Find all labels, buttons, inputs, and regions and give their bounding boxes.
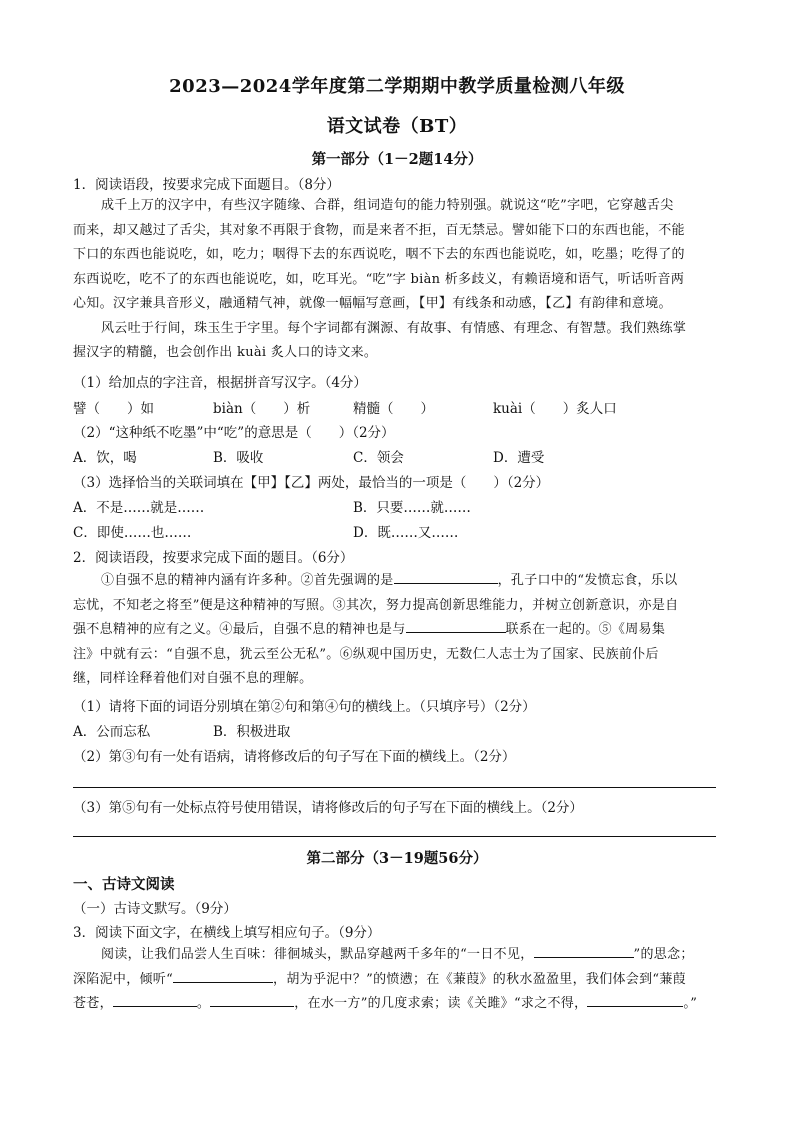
option-c[interactable]: C．即使……也…… [73,525,192,541]
passage-line: 下口的东西也能说吃，如，吃力；咽得下去的东西说吃，咽不下去的东西也能说吃，如，吃墨；吃得了的 [73,247,685,262]
passage-line: 心知。汉字兼具音形义，融通精气神，就像一幅幅写意画，【甲】有线条和动感，【乙】有韵律和意境。 [73,296,672,311]
option-a[interactable]: A．饮，喝 [73,450,137,466]
fill-item[interactable]: 精髓（ ） [353,401,434,417]
passage-text: 强不息精神的应有之义。④最后，自强不息的精神也是与 [73,622,406,637]
fill-item[interactable]: biàn（ ）析 [213,401,311,417]
q1-passage [73,194,723,366]
passage-text: 忘忧，不知老之将至”便是这种精神的写照。③其次，努力提高创新思维能力，并树立创新意识，亦是自 [73,597,679,613]
passage-text: 深陷泥中，倾听“ [73,971,174,987]
q2-sub2: （2）第③句有一处有语病，请将修改后的句子写在下面的横线上。（2分） [73,749,516,765]
passage-text: ”的思念； [633,947,694,962]
answer-blank[interactable] [113,992,197,1007]
option-a[interactable]: A．公而忘私 [73,724,151,740]
option-b[interactable]: B．只要……就…… [353,500,471,516]
q1-sub2: （2）“这种纸不吃墨”中“吃”的意思是（ ）（2分） [73,425,395,441]
q2-sub1: （1）请将下面的词语分别填在第②句和第④句的横线上。（只填序号）（2分） [73,699,536,715]
sub-section-heading: （一）古诗文默写。（9分） [73,901,237,917]
answer-blank[interactable] [587,992,683,1007]
passage-line: 握汉字的精髓，也会创作出 kuài 炙人口的诗文来。 [73,345,378,360]
option-d[interactable]: D．遭受 [493,450,545,466]
passage-text: ①自强不息的精神内涵有许多种。②首先强调的是 [101,573,394,588]
exam-subtitle: 语文试卷（BT） [326,116,468,137]
answer-blank[interactable] [406,618,506,633]
passage-text: 。 [196,996,211,1011]
option-b[interactable]: B．积极进取 [213,724,291,740]
answer-blank[interactable] [534,943,634,958]
passage-text: 联系在一起的。⑤《周易集 [505,622,666,637]
answer-line[interactable] [73,787,716,788]
q2-passage [73,569,723,692]
option-a[interactable]: A．不是……就是…… [73,500,205,516]
q2-sub3: （3）第⑤句有一处标点符号使用错误，请将修改后的句子写在下面的横线上。（2分） [73,800,583,816]
passage-line: 而来，却又越过了舌尖，其对象不再限于食物，而是来者不拒，百无禁忌。譬如能下口的东西也能，不能 [73,222,685,238]
answer-line[interactable] [73,836,716,837]
q3-stem: 3．阅读下面文字，在横线上填写相应句子。（9分） [73,925,381,941]
passage-text: 。” [683,996,698,1011]
passage-text: ，在水一方”的几度求索；读《关雎》“求之不得， [294,996,588,1011]
option-d[interactable]: D．既……又…… [353,525,459,541]
section-heading: 一、古诗文阅读 [73,876,175,893]
passage-text: 阅读，让我们品尝人生百味：徘徊城头，默品穿越两千多年的“一日不见， [101,947,534,962]
fill-item[interactable]: 譬（ ）如 [73,401,154,417]
q2-stem: 2．阅读语段，按要求完成下面的题目。（6分） [73,550,354,566]
exam-title: 2023—2024学年度第二学期期中教学质量检测八年级 [169,76,625,97]
q3-passage [73,943,723,1017]
passage-line: 成千上万的汉字中，有些汉字随缘、合群，组词造句的能力特别强。就说这“吃”字吧，它穿越舌尖 [101,198,674,213]
fill-item[interactable]: kuài（ ）炙人口 [493,401,617,417]
part1-heading: 第一部分（1－2题14分） [311,151,483,168]
option-b[interactable]: B．吸收 [213,450,264,466]
passage-text: ，孔子口中的“发愤忘食，乐以 [497,573,678,588]
passage-line: 风云吐于行间，珠玉生于字里。每个字词都有渊源、有故事、有情感、有理念、有智慧。我们熟练掌 [101,320,687,336]
part2-heading: 第二部分（3－19题56分） [306,850,488,867]
passage-text: 注》中就有云：“自强不息，犹云至公无私”。⑥纵观中国历史，无数仁人志士为了国家、民族前仆后 [73,646,659,662]
passage-text: 继，同样诠释着他们对自强不息的理解。 [73,671,313,686]
answer-blank[interactable] [394,569,498,584]
q1-sub1: （1）给加点的字注音，根据拼音写汉字。（4分） [73,375,367,391]
answer-blank[interactable] [210,992,294,1007]
passage-text: 苍苍， [73,996,113,1011]
option-c[interactable]: C．领会 [353,450,404,466]
q1-stem: 1．阅读语段，按要求完成下面题目。（8分） [73,177,340,193]
answer-blank[interactable] [173,968,273,983]
passage-text: ，胡为乎泥中？”的愤懑；在《蒹葭》的秋水盈盈里，我们体会到“蒹葭 [273,971,686,987]
passage-line: 东西说吃，吃不了的东西也能说吃，如，吃耳光。“吃”字 biàn 析多歧义，有赖语境和语气，听话听音两 [73,271,685,287]
q1-sub3: （3）选择恰当的关联词填在【甲】【乙】两处，最恰当的一项是（ ）（2分） [73,475,550,491]
